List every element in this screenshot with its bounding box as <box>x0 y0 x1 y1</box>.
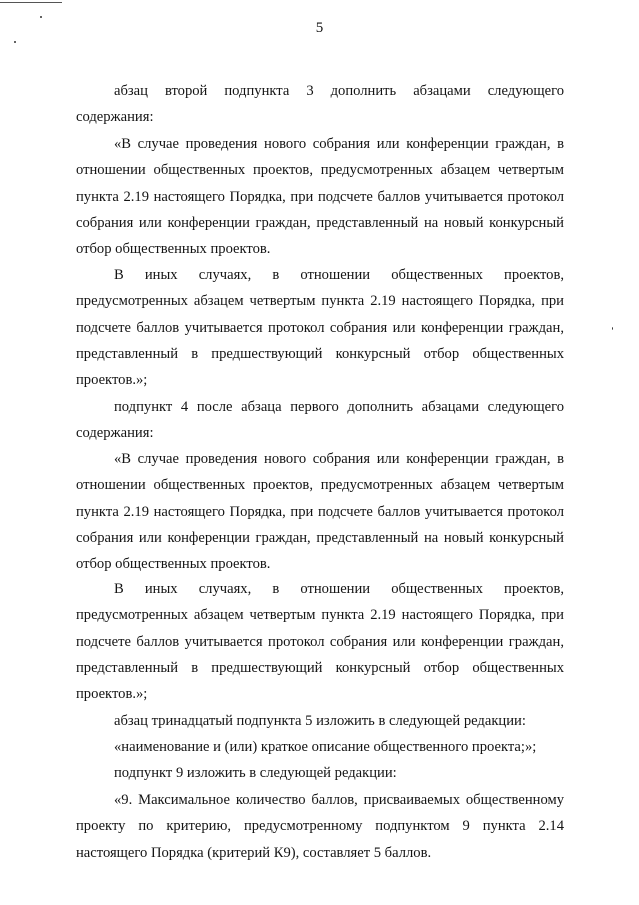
section-podpunkt-9 <box>76 760 564 786</box>
body-paragraph: «В случае проведения нового собрания или конференции граждан, в отношении общественных проектов, предусмотренных абзацем четвертым пункта 2.19 настоящего Порядка, при подсчете баллов учитывается протокол собрания или конференции граждан, представленный на новый конкурсный отбор общественных проектов. <box>76 136 564 258</box>
instruction-paragraph: абзац тринадцатый подпункта 5 изложить в следующей редакции: <box>114 713 526 729</box>
body-paragraph: «В случае проведения нового собрания или конференции граждан, в отношении общественных проектов, предусмотренных абзацем четвертым пункта 2.19 настоящего Порядка, при подсчете баллов учитывается протокол собрания или конференции граждан, представленный на новый конкурсный отбор общественных проектов. <box>76 451 564 573</box>
section-quote-3 <box>76 446 564 577</box>
section-quote-1 <box>76 131 564 262</box>
scan-speck <box>14 41 16 43</box>
section-item-9 <box>76 787 564 866</box>
scan-speck <box>612 327 613 330</box>
body-paragraph: «9. Максимальное количество баллов, присваиваемых общественному проекту по критерию, предусмотренному подпунктом 9 пункта 2.14 настоящего Порядка (критерий К9), составляет 5 баллов. <box>76 792 564 861</box>
body-paragraph: «наименование и (или) краткое описание общественного проекта;»; <box>114 739 537 755</box>
section-podpunkt-4 <box>76 394 564 447</box>
section-quote-4 <box>76 576 564 707</box>
scan-speck <box>40 16 42 18</box>
section-quote-2 <box>76 262 564 393</box>
page-number: 5 <box>315 20 324 36</box>
instruction-paragraph: абзац второй подпункта 3 дополнить абзацами следующего содержания: <box>76 83 564 126</box>
body-paragraph: В иных случаях, в отношении общественных проектов, предусмотренных абзацем четвертым пункта 2.19 настоящего Порядка, при подсчете баллов учитывается протокол собрания или конференции граждан, представленный в предшествующий конкурсный отбор общественных проектов.»; <box>76 267 564 389</box>
body-paragraph: В иных случаях, в отношении общественных проектов, предусмотренных абзацем четвертым пункта 2.19 настоящего Порядка, при подсчете баллов учитывается протокол собрания или конференции граждан, представленный в предшествующий конкурсный отбор общественных проектов.»; <box>76 581 564 703</box>
instruction-paragraph: подпункт 4 после абзаца первого дополнить абзацами следующего содержания: <box>76 399 564 442</box>
scan-edge-line <box>0 2 62 3</box>
section-naimenovanie <box>76 734 564 760</box>
section-abzats-2 <box>76 78 564 131</box>
section-abzats-13 <box>76 708 564 734</box>
instruction-paragraph: подпункт 9 изложить в следующей редакции: <box>114 765 397 781</box>
